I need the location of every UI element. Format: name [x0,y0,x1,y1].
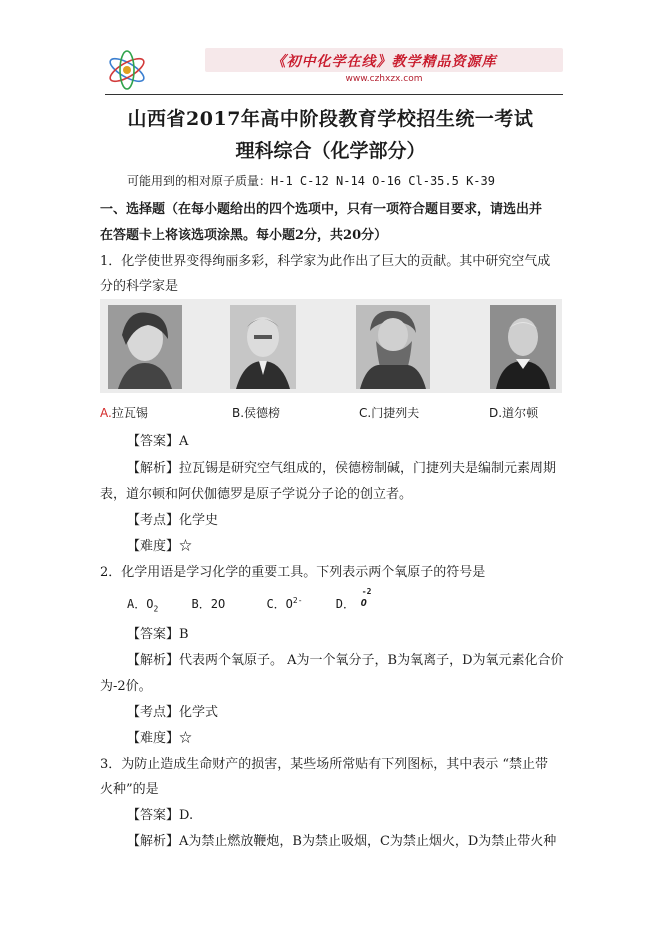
atom-logo-icon [105,48,149,92]
section-heading-line2: 在答题卡上将该选项涂黑。每小题2分，共20分） [100,228,388,243]
q2-topic: 【考点】化学式 [127,705,219,720]
q1-option-d[interactable] [489,404,538,421]
q2-option-d-valence: -2 [361,587,372,596]
q2-analysis-line1: 【解析】代表两个氧原子。 A为一个氧分子，B为氧离子，D为氧元素化合价 [127,653,564,668]
header-divider [105,94,563,95]
q1-option-b-text: 侯德榜 [244,406,281,420]
scientist-photos [100,299,562,393]
q3-answer: 【答案】D. [127,808,194,823]
q1-analysis-line2: 表，道尔顿和阿伏伽德罗是原子学说分子论的创立者。 [100,487,413,502]
q2-option-a-sub: 2 [153,604,159,614]
q3-analysis-line1: 【解析】A为禁止燃放鞭炮，B为禁止吸烟，C为禁止烟火，D为禁止带火种 [127,834,557,849]
site-url[interactable]: www.czhxzx.com [345,74,423,84]
q1-analysis-line1: 【解析】拉瓦锡是研究空气组成的，侯德榜制碱，门捷列夫是编制元素周期 [127,461,557,476]
q1-option-c-text: 门捷列夫 [371,406,420,420]
q1-topic: 【考点】化学史 [127,513,219,528]
q1-option-d-letter: D. [489,406,503,420]
q1-option-a-text: 拉瓦锡 [111,406,148,420]
q2-option-c-sup: 2- [292,596,303,605]
banner-box [205,48,563,72]
q1-difficulty: 【难度】☆ [127,539,193,554]
q2-options [127,587,372,614]
portrait-hou-debang [230,305,296,389]
q1-option-a-letter: A. [100,406,112,420]
q2-analysis-line2: 为-2价。 [100,679,152,694]
q2-option-a-text: A．O [127,597,154,611]
q1-answer: 【答案】A [127,434,189,449]
atomic-masses: 可能用到的相对原子质量：H-1 C-12 N-14 O-16 Cl-35.5 K-39 [127,174,495,188]
q1-option-a[interactable] [100,404,148,421]
q1-option-d-text: 道尔顿 [502,406,539,420]
q2-option-a[interactable] [127,595,158,613]
banner-title: 《初中化学在线》教学精品资源库 [271,54,497,70]
q2-option-d[interactable] [335,587,372,612]
portrait-lavoisier [108,305,182,389]
q1-option-b[interactable] [232,404,280,421]
q2-option-c-text: C．O [266,597,293,611]
exam-subtitle: 理科综合（化学部分） [235,140,426,162]
q2-option-c[interactable] [266,595,302,612]
q1-option-c-letter: C. [359,406,372,420]
q2-option-d-symbol: O [360,598,367,609]
q1-option-c[interactable] [359,404,419,421]
q1-stem-line1: 1．化学使世界变得绚丽多彩，科学家为此作出了巨大的贡献。其中研究空气成 [100,254,551,269]
q1-stem-line2: 分的科学家是 [100,279,179,294]
q1-option-b-letter: B. [232,406,245,420]
portrait-mendeleev [356,305,430,389]
q2-option-b[interactable]: B．2O [191,597,226,611]
q3-stem-line2: 火种”的是 [100,782,159,797]
q2-stem: 2．化学用语是学习化学的重要工具。下列表示两个氧原子的符号是 [100,565,486,580]
portrait-dalton [490,305,556,389]
q2-option-d-text: D． [335,597,355,611]
q2-answer: 【答案】B [127,627,189,642]
section-heading-line1: 一、选择题（在每小题给出的四个选项中，只有一项符合题目要求，请选出并 [100,202,543,217]
q2-difficulty: 【难度】☆ [127,731,193,746]
q3-stem-line1: 3．为防止造成生命财产的损害，某些场所常贴有下列图标，其中表示 “禁止带 [100,757,549,772]
resource-header [105,48,561,92]
exam-title: 山西省2017年高中阶段教育学校招生统一考试 [127,108,534,130]
